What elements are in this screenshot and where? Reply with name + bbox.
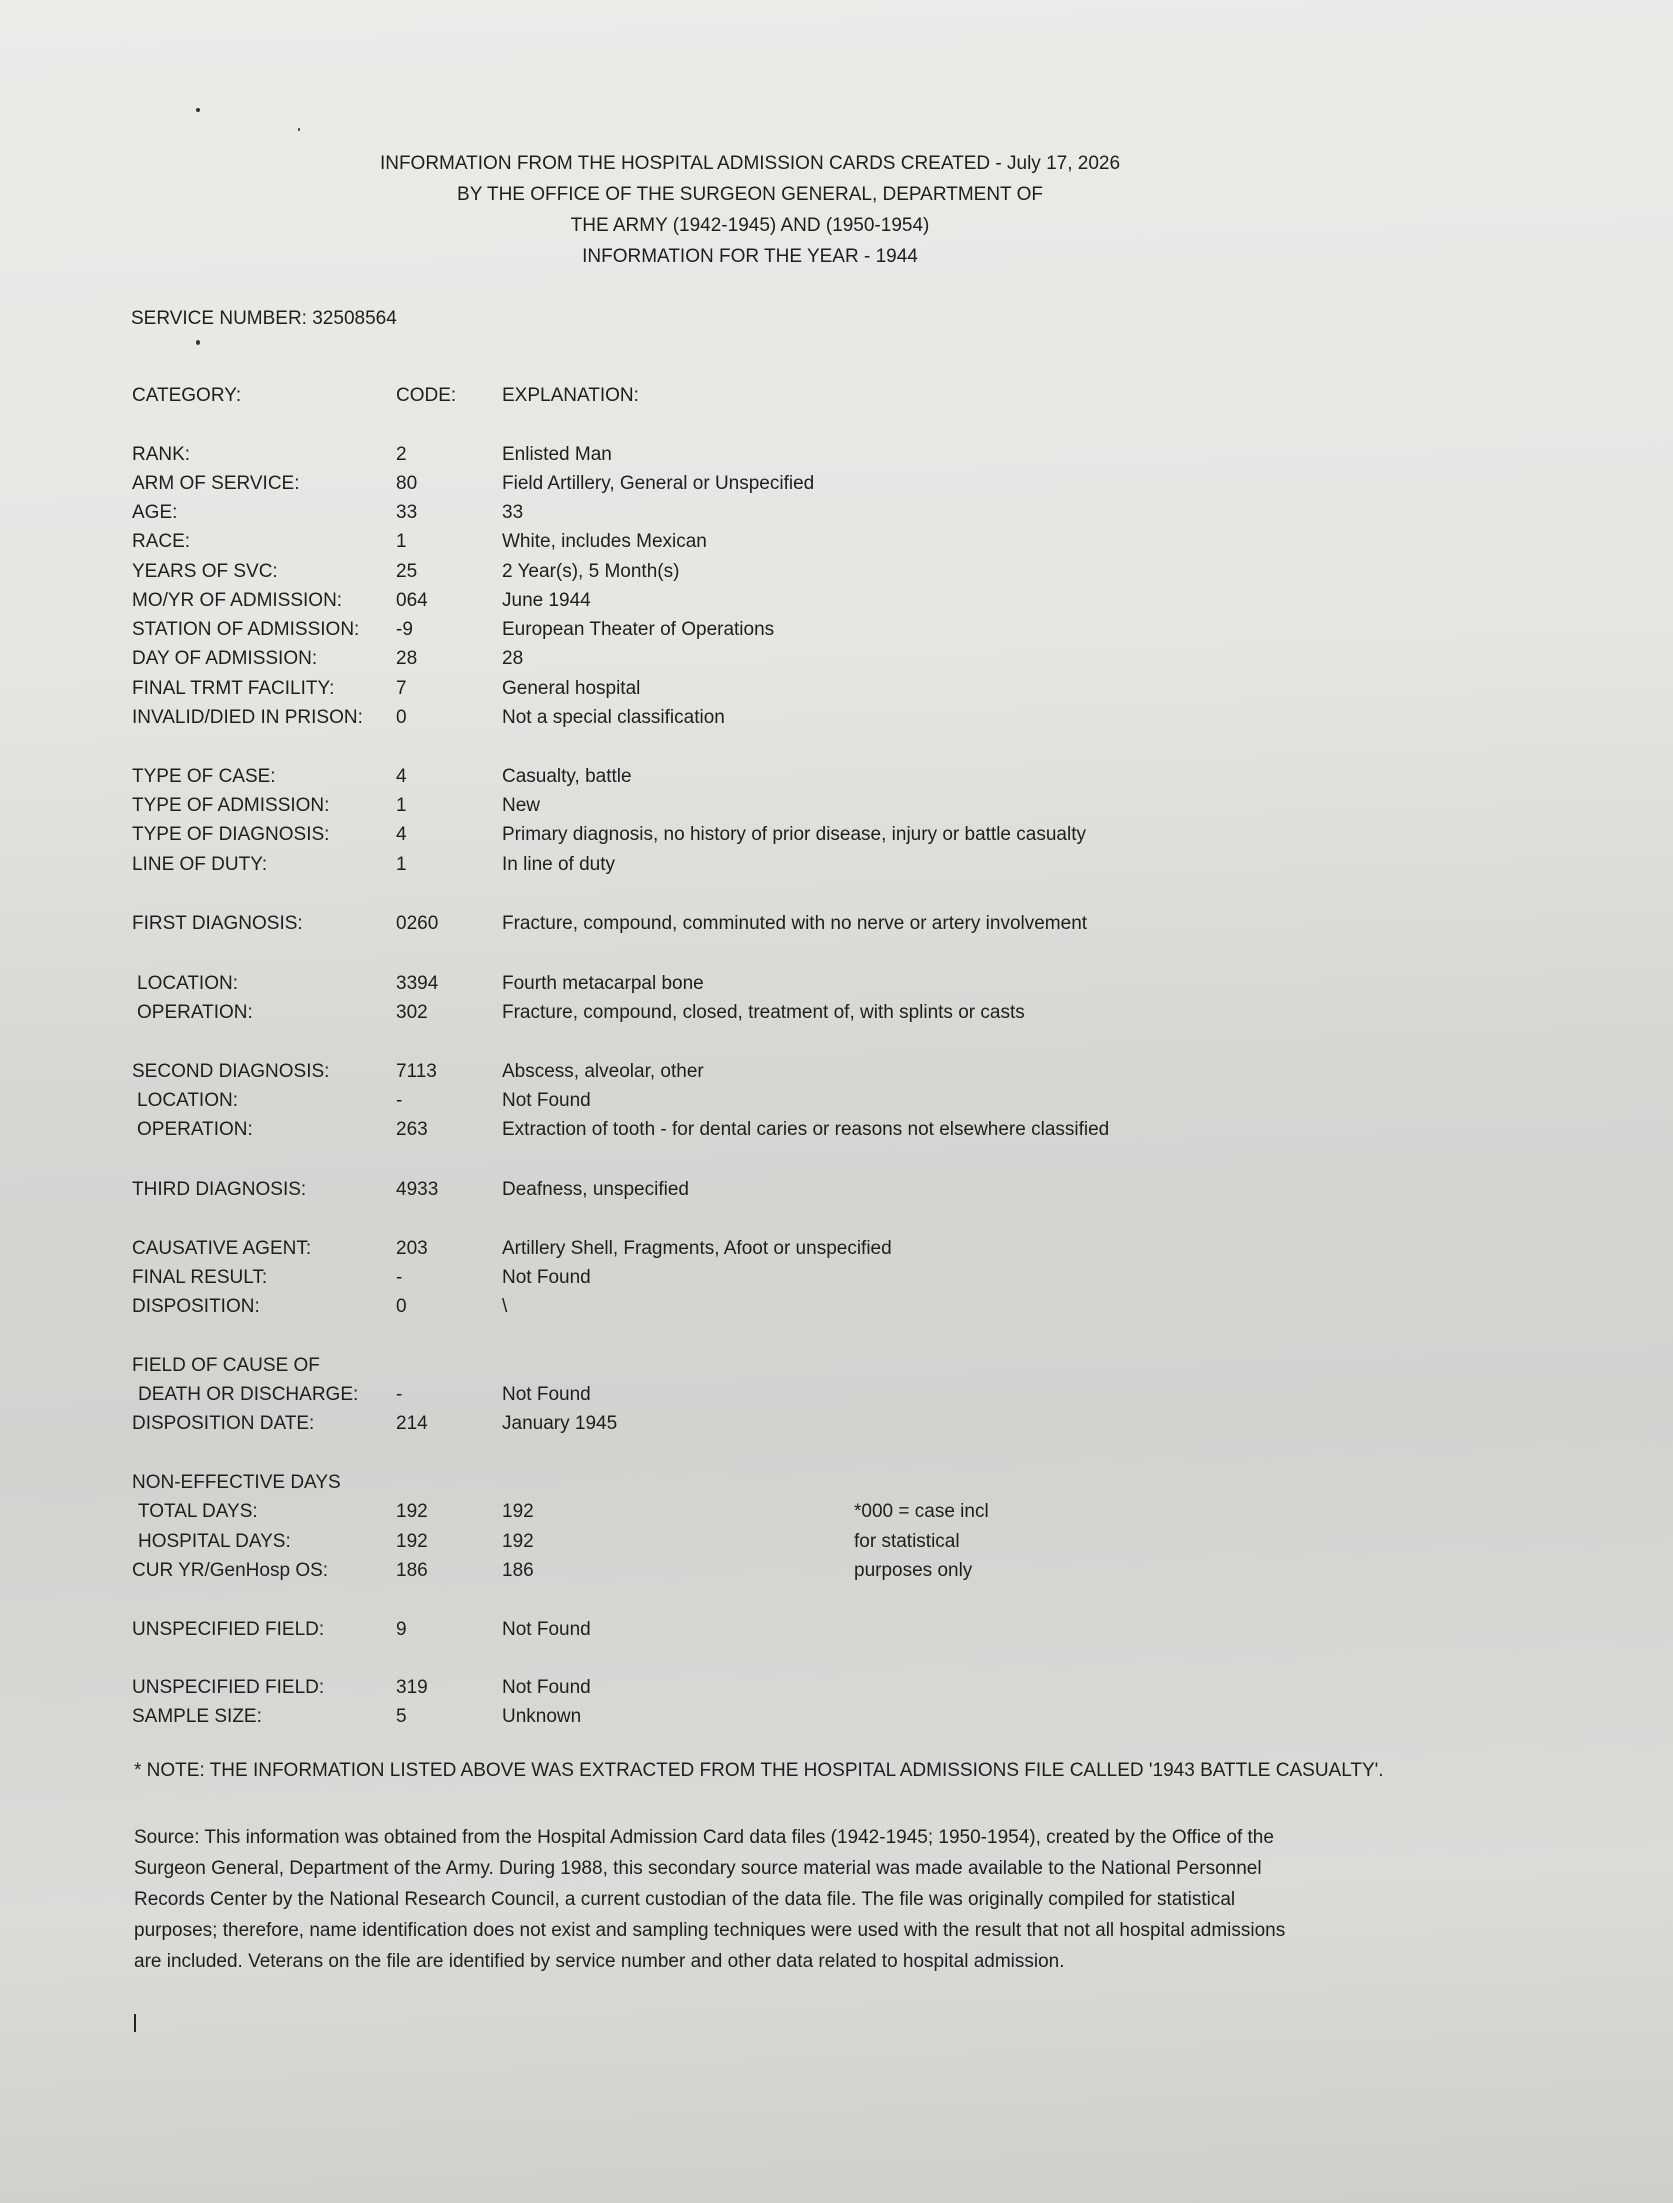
row-note: purposes only bbox=[854, 1560, 973, 1581]
row-category: RACE: bbox=[132, 531, 191, 552]
row-explanation: 192 bbox=[502, 1531, 534, 1552]
row-explanation: Fracture, compound, closed, treatment of, with splints or casts bbox=[502, 1002, 1025, 1023]
row-explanation: New bbox=[502, 795, 541, 816]
row-note: *000 = case incl bbox=[854, 1501, 989, 1522]
row-code: 319 bbox=[396, 1677, 428, 1698]
row-code: 1 bbox=[396, 531, 407, 552]
row-explanation: June 1944 bbox=[502, 590, 591, 611]
row-code: 302 bbox=[396, 1002, 428, 1023]
row-category: TOTAL DAYS: bbox=[138, 1501, 258, 1522]
row-explanation: In line of duty bbox=[502, 854, 616, 875]
row-category: DISPOSITION: bbox=[132, 1296, 260, 1317]
row-code: 7113 bbox=[396, 1061, 437, 1082]
row-category: STATION OF ADMISSION: bbox=[132, 619, 360, 640]
row-code: 263 bbox=[396, 1119, 428, 1140]
row-explanation: Not Found bbox=[502, 1090, 591, 1111]
row-category: YEARS OF SVC: bbox=[132, 561, 278, 582]
row-code: 214 bbox=[396, 1413, 428, 1434]
column-header-explanation: EXPLANATION: bbox=[502, 385, 639, 406]
header-line: INFORMATION FOR THE YEAR - 1944 bbox=[582, 246, 918, 267]
row-category: RANK: bbox=[132, 444, 191, 465]
row-explanation: Fracture, compound, comminuted with no nerve or artery involvement bbox=[502, 913, 1088, 934]
row-explanation: Field Artillery, General or Unspecified bbox=[502, 473, 815, 494]
row-code: 33 bbox=[396, 502, 418, 523]
row-explanation: January 1945 bbox=[502, 1413, 618, 1434]
paper-speck bbox=[298, 128, 300, 131]
row-category: DEATH OR DISCHARGE: bbox=[138, 1384, 359, 1405]
row-category: FIELD OF CAUSE OF bbox=[132, 1355, 320, 1376]
row-code: 4 bbox=[396, 824, 407, 845]
row-category: MO/YR OF ADMISSION: bbox=[132, 590, 343, 611]
row-category: SAMPLE SIZE: bbox=[132, 1706, 262, 1727]
row-category: DAY OF ADMISSION: bbox=[132, 648, 318, 669]
row-code: 192 bbox=[396, 1531, 428, 1552]
row-code: 80 bbox=[396, 473, 418, 494]
row-category: NON-EFFECTIVE DAYS bbox=[132, 1472, 341, 1493]
row-explanation: 28 bbox=[502, 648, 524, 669]
row-category: TYPE OF CASE: bbox=[132, 766, 276, 787]
row-code: 192 bbox=[396, 1501, 428, 1522]
row-explanation: Fourth metacarpal bone bbox=[502, 973, 704, 994]
row-category: LOCATION: bbox=[137, 1090, 238, 1111]
row-code: 4 bbox=[396, 766, 407, 787]
header-line: INFORMATION FROM THE HOSPITAL ADMISSION CARDS CREATED - July 17, 2026 bbox=[379, 153, 1121, 174]
row-code: 0 bbox=[396, 1296, 407, 1317]
column-header-category: CATEGORY: bbox=[132, 385, 242, 406]
source-line: are included. Veterans on the file are identified by service number and other data related to hospital admission. bbox=[134, 1951, 1065, 1972]
row-category: UNSPECIFIED FIELD: bbox=[132, 1619, 325, 1640]
row-category: HOSPITAL DAYS: bbox=[138, 1531, 291, 1552]
row-category: OPERATION: bbox=[137, 1002, 253, 1023]
row-explanation: Primary diagnosis, no history of prior disease, injury or battle casualty bbox=[502, 824, 1086, 845]
row-code: 0260 bbox=[396, 913, 439, 934]
page-mark bbox=[134, 2014, 136, 2032]
row-explanation: Casualty, battle bbox=[502, 766, 632, 787]
row-explanation: 186 bbox=[502, 1560, 534, 1581]
row-explanation: 33 bbox=[502, 502, 524, 523]
row-code: -9 bbox=[396, 619, 413, 640]
row-explanation: European Theater of Operations bbox=[502, 619, 775, 640]
row-code: 2 bbox=[396, 444, 407, 465]
row-code: - bbox=[396, 1384, 403, 1405]
row-explanation: Enlisted Man bbox=[502, 444, 612, 465]
row-code: - bbox=[396, 1090, 403, 1111]
row-category: TYPE OF ADMISSION: bbox=[132, 795, 330, 816]
row-explanation: Abscess, alveolar, other bbox=[502, 1061, 704, 1082]
row-explanation: Extraction of tooth - for dental caries or reasons not elsewhere classified bbox=[502, 1119, 1110, 1140]
row-code: 28 bbox=[396, 648, 418, 669]
source-paragraph bbox=[134, 1822, 1374, 1977]
row-category: AGE: bbox=[132, 502, 178, 523]
row-explanation: General hospital bbox=[502, 678, 641, 699]
row-explanation: 2 Year(s), 5 Month(s) bbox=[502, 561, 680, 582]
row-explanation: Not Found bbox=[502, 1267, 591, 1288]
source-line: purposes; therefore, name identification does not exist and sampling techniques were used with the result that not all hospital admissions bbox=[134, 1920, 1286, 1941]
row-explanation: Not Found bbox=[502, 1619, 591, 1640]
row-category: THIRD DIAGNOSIS: bbox=[132, 1179, 307, 1200]
row-code: 25 bbox=[396, 561, 418, 582]
row-category: OPERATION: bbox=[137, 1119, 253, 1140]
paper-speck bbox=[196, 108, 200, 112]
row-code: 5 bbox=[396, 1706, 407, 1727]
row-note: for statistical bbox=[854, 1531, 960, 1552]
row-category: CAUSATIVE AGENT: bbox=[132, 1238, 312, 1259]
row-category: TYPE OF DIAGNOSIS: bbox=[132, 824, 330, 845]
row-code: 0 bbox=[396, 707, 407, 728]
row-category: CUR YR/GenHosp OS: bbox=[132, 1560, 329, 1581]
row-category: LINE OF DUTY: bbox=[132, 854, 268, 875]
row-code: 203 bbox=[396, 1238, 428, 1259]
row-explanation: Not Found bbox=[502, 1677, 591, 1698]
row-code: 4933 bbox=[396, 1179, 439, 1200]
row-code: 3394 bbox=[396, 973, 439, 994]
row-code: 186 bbox=[396, 1560, 428, 1581]
source-line: Source: This information was obtained from the Hospital Admission Card data files (1942-1945; 1950-1954), created by the Office of the bbox=[134, 1827, 1274, 1848]
source-line: Records Center by the National Research Council, a current custodian of the data file. The file was originally compiled for statistical bbox=[134, 1889, 1236, 1910]
document-header bbox=[340, 148, 1160, 272]
row-category: SECOND DIAGNOSIS: bbox=[132, 1061, 330, 1082]
row-explanation: Not Found bbox=[502, 1384, 591, 1405]
paper-speck bbox=[196, 340, 200, 345]
row-code: 064 bbox=[396, 590, 428, 611]
header-line: BY THE OFFICE OF THE SURGEON GENERAL, DEPARTMENT OF bbox=[457, 184, 1043, 205]
row-code: 9 bbox=[396, 1619, 407, 1640]
row-code: 1 bbox=[396, 854, 407, 875]
service-number: SERVICE NUMBER: 32508564 bbox=[131, 308, 397, 329]
row-category: INVALID/DIED IN PRISON: bbox=[132, 707, 363, 728]
row-code: 7 bbox=[396, 678, 407, 699]
row-category: DISPOSITION DATE: bbox=[132, 1413, 315, 1434]
header-line: THE ARMY (1942-1945) AND (1950-1954) bbox=[570, 215, 930, 236]
row-explanation: Artillery Shell, Fragments, Afoot or unspecified bbox=[502, 1238, 892, 1259]
row-category: ARM OF SERVICE: bbox=[132, 473, 300, 494]
row-category: FINAL TRMT FACILITY: bbox=[132, 678, 335, 699]
row-explanation: White, includes Mexican bbox=[502, 531, 707, 552]
row-explanation: Deafness, unspecified bbox=[502, 1179, 689, 1200]
source-line: Surgeon General, Department of the Army. During 1988, this secondary source material was made available to the National Personnel bbox=[134, 1858, 1262, 1879]
row-category: UNSPECIFIED FIELD: bbox=[132, 1677, 325, 1698]
row-explanation: \ bbox=[502, 1296, 508, 1317]
extraction-notice: * NOTE: THE INFORMATION LISTED ABOVE WAS EXTRACTED FROM THE HOSPITAL ADMISSIONS FILE CALLED '1943 BATTLE CASUALTY'. bbox=[134, 1760, 1384, 1781]
row-code: - bbox=[396, 1267, 403, 1288]
row-category: LOCATION: bbox=[137, 973, 238, 994]
row-category: FIRST DIAGNOSIS: bbox=[132, 913, 303, 934]
row-explanation: Not a special classification bbox=[502, 707, 725, 728]
row-explanation: Unknown bbox=[502, 1706, 582, 1727]
column-header-code: CODE: bbox=[396, 385, 457, 406]
row-category: FINAL RESULT: bbox=[132, 1267, 268, 1288]
row-explanation: 192 bbox=[502, 1501, 534, 1522]
row-code: 1 bbox=[396, 795, 407, 816]
